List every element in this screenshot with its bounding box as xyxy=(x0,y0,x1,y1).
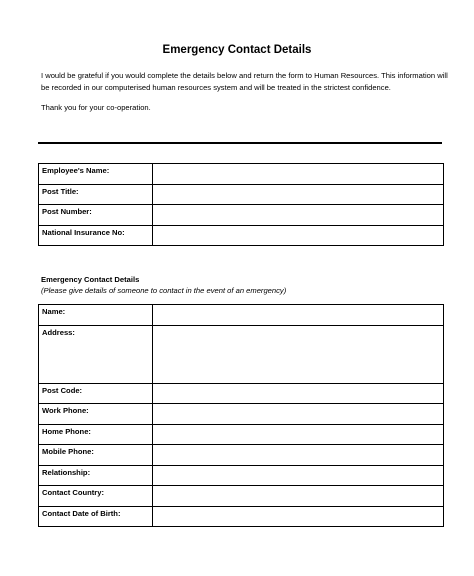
relationship-field[interactable] xyxy=(153,465,444,486)
table-row xyxy=(39,486,444,507)
table-row xyxy=(39,325,444,383)
contact-country-label: Contact Country: xyxy=(39,486,153,507)
table-row xyxy=(39,404,444,425)
post-number-field[interactable] xyxy=(153,205,444,226)
employee-details-table xyxy=(38,163,444,246)
intro-paragraph xyxy=(41,70,451,94)
national-insurance-field[interactable] xyxy=(153,225,444,246)
post-code-field[interactable] xyxy=(153,383,444,404)
table-row xyxy=(39,225,444,246)
contact-dob-field[interactable] xyxy=(153,506,444,527)
contact-dob-label: Contact Date of Birth: xyxy=(39,506,153,527)
mobile-phone-field[interactable] xyxy=(153,445,444,466)
address-field[interactable] xyxy=(153,325,444,383)
emergency-section-note: (Please give details of someone to contact in the event of an emergency) xyxy=(41,286,287,295)
relationship-label: Relationship: xyxy=(39,465,153,486)
emergency-contact-table xyxy=(38,304,444,527)
table-row xyxy=(39,465,444,486)
table-row xyxy=(39,164,444,185)
address-label: Address: xyxy=(39,325,153,383)
table-row xyxy=(39,445,444,466)
intro-line-2: be recorded in our computerised human resources system and will be treated in the strictest confidence. xyxy=(41,83,391,92)
post-code-label: Post Code: xyxy=(39,383,153,404)
mobile-phone-label: Mobile Phone: xyxy=(39,445,153,466)
home-phone-field[interactable] xyxy=(153,424,444,445)
emergency-section-title: Emergency Contact Details xyxy=(41,275,140,284)
employee-name-field[interactable] xyxy=(153,164,444,185)
post-number-label: Post Number: xyxy=(39,205,153,226)
employee-name-label: Employee's Name: xyxy=(39,164,153,185)
post-title-label: Post Title: xyxy=(39,184,153,205)
document-title: Emergency Contact Details xyxy=(162,44,312,56)
work-phone-label: Work Phone: xyxy=(39,404,153,425)
contact-name-label: Name: xyxy=(39,305,153,326)
work-phone-field[interactable] xyxy=(153,404,444,425)
post-title-field[interactable] xyxy=(153,184,444,205)
table-row xyxy=(39,424,444,445)
home-phone-label: Home Phone: xyxy=(39,424,153,445)
table-row xyxy=(39,305,444,326)
table-row xyxy=(39,184,444,205)
section-divider xyxy=(38,142,442,144)
table-row xyxy=(39,205,444,226)
table-row xyxy=(39,506,444,527)
table-row xyxy=(39,383,444,404)
intro-line-1: I would be grateful if you would complete the details below and return the form to Human Resources. This information will xyxy=(41,71,448,80)
national-insurance-label: National Insurance No: xyxy=(39,225,153,246)
contact-name-field[interactable] xyxy=(153,305,444,326)
contact-country-field[interactable] xyxy=(153,486,444,507)
thanks-text: Thank you for your co-operation. xyxy=(41,103,151,112)
